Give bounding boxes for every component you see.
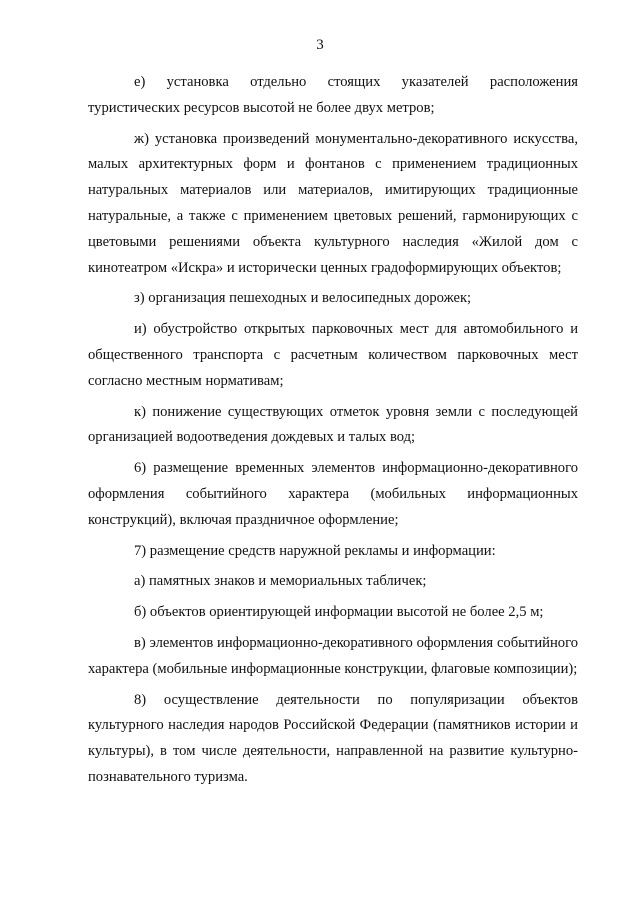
paragraph-i: и) обустройство открытых парковочных мест для автомобильного и общественного транспорта с расчетным количеством парковочных мест согласно местным нормативам;	[88, 321, 578, 389]
document-body	[88, 70, 578, 791]
paragraph-7v: в) элементов информационно-декоративного оформления событийного характера (мобильные информационные конструкции, флаговые композиции);	[88, 634, 578, 677]
paragraph-zh: ж) установка произведений монументально-декоративного искусства, малых архитектурных форм и фонтанов с применением традиционных натуральных материалов или материалов, имитирующих традиционные натуральные, а также с применением цветовых решений, гармонирующих с цветовыми решениями объекта культурного наследия «Жилой дом с кинотеатром «Искра» и исторически ценных градоформирующих объектов;	[88, 130, 578, 276]
paragraph-6: 6) размещение временных элементов информационно-декоративного оформления событийного характера (мобильных информационных конструкций), включая праздничное оформление;	[88, 460, 578, 528]
paragraph-7a: а) памятных знаков и мемориальных табличек;	[134, 573, 427, 590]
paragraph-k: к) понижение существующих отметок уровня земли с последующей организацией водоотведения дождевых и талых вод;	[88, 403, 578, 446]
paragraph-e: е) установка отдельно стоящих указателей расположения туристических ресурсов высотой не более двух метров;	[88, 74, 578, 116]
page-number: 3	[316, 37, 324, 53]
paragraph-z: з) организация пешеходных и велосипедных дорожек;	[134, 290, 472, 307]
paragraph-8: 8) осуществление деятельности по популяризации объектов культурного наследия народов Российской Федерации (памятников истории и культуры), в том числе деятельности, направленной на развитие культурно-познавательного туризма.	[88, 691, 578, 785]
paragraph-7b: б) объектов ориентирующей информации высотой не более 2,5 м;	[134, 604, 544, 621]
paragraph-7: 7) размещение средств наружной рекламы и информации:	[134, 542, 496, 559]
